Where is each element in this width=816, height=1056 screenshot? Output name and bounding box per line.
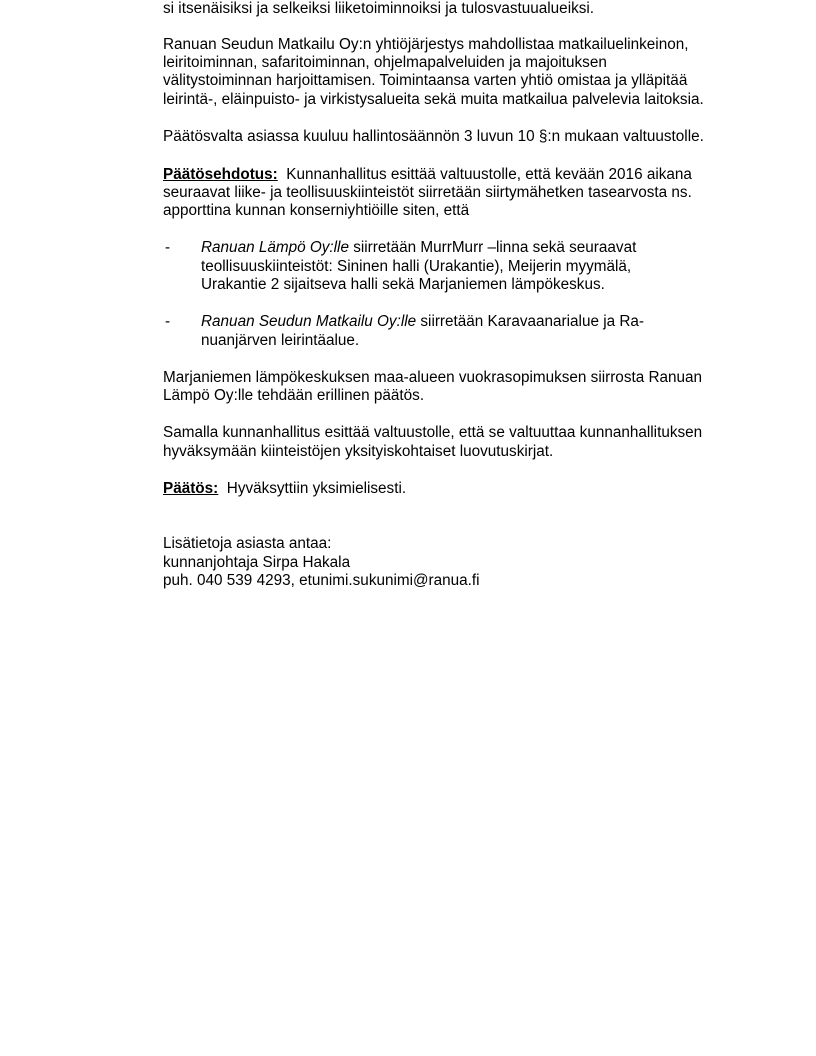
list-item-text: siirretään Karavaanarialue ja Ra-	[420, 313, 645, 330]
list-bullet: -	[165, 313, 171, 330]
list-item-line: teollisuuskiinteistöt: Sininen halli (Urakantie), Meijerin myymälä,	[201, 258, 632, 275]
contact-line: puh. 040 539 4293, etunimi.sukunimi@ranua.fi	[163, 572, 480, 589]
proposal-label: Päätösehdotus:	[163, 166, 278, 183]
paragraph-line: Samalla kunnanhallitus esittää valtuustolle, että se valtuuttaa kunnanhallituksen	[163, 424, 703, 441]
paragraph-line: Lämpö Oy:lle tehdään erillinen päätös.	[163, 387, 425, 404]
paragraph-line: leirintä-, eläinpuisto- ja virkistysalueita sekä muita matkailua palvelevia laitoksia.	[163, 91, 704, 108]
list-bullet: -	[165, 239, 171, 256]
list-item-line: nuanjärven leirintäalue.	[201, 332, 360, 349]
decision-label: Päätös:	[163, 480, 219, 497]
proposal-line: seuraavat liike- ja teollisuuskiinteistöt siirretään siirtymähetken tasearvosta ns.	[163, 184, 692, 201]
list-item-line	[201, 313, 644, 331]
list-item-text: siirretään MurrMurr –linna sekä seuraavat	[353, 239, 637, 256]
company-name: Ranuan Lämpö Oy:lle	[201, 239, 349, 256]
company-name: Ranuan Seudun Matkailu Oy:lle	[201, 313, 417, 330]
paragraph-line: hyväksymään kiinteistöjen yksityiskohtaiset luovutuskirjat.	[163, 443, 554, 460]
decision-text: Hyväksyttiin yksimielisesti.	[226, 480, 407, 497]
paragraph-line: välitystoiminnan harjoittamisen. Toimintaansa varten yhtiö omistaa ja ylläpitää	[163, 72, 688, 89]
paragraph-line: Marjaniemen lämpökeskuksen maa-alueen vuokrasopimuksen siirrosta Ranuan	[163, 369, 703, 386]
paragraph-line: Päätösvalta asiassa kuuluu hallintosäännön 3 luvun 10 §:n mukaan valtuustolle.	[163, 128, 704, 145]
paragraph-line: si itsenäisiksi ja selkeiksi liiketoiminnoiksi ja tulosvastuualueiksi.	[163, 0, 595, 17]
proposal-line: apporttina kunnan konserniyhtiöille siten, että	[163, 202, 470, 219]
paragraph-line: leiritoiminnan, safaritoiminnan, ohjelmapalveluiden ja majoituksen	[163, 54, 607, 71]
contact-line: kunnanjohtaja Sirpa Hakala	[163, 554, 351, 571]
proposal-line	[163, 166, 692, 184]
list-item-line	[201, 239, 636, 257]
list-item-line: Urakantie 2 sijaitseva halli sekä Marjaniemen lämpökeskus.	[201, 276, 605, 293]
proposal-text: Kunnanhallitus esittää valtuustolle, että kevään 2016 aikana	[286, 166, 692, 183]
decision-line	[163, 480, 406, 498]
paragraph-line: Ranuan Seudun Matkailu Oy:n yhtiöjärjestys mahdollistaa matkailuelinkeinon,	[163, 36, 689, 53]
contact-line: Lisätietoja asiasta antaa:	[163, 535, 332, 552]
